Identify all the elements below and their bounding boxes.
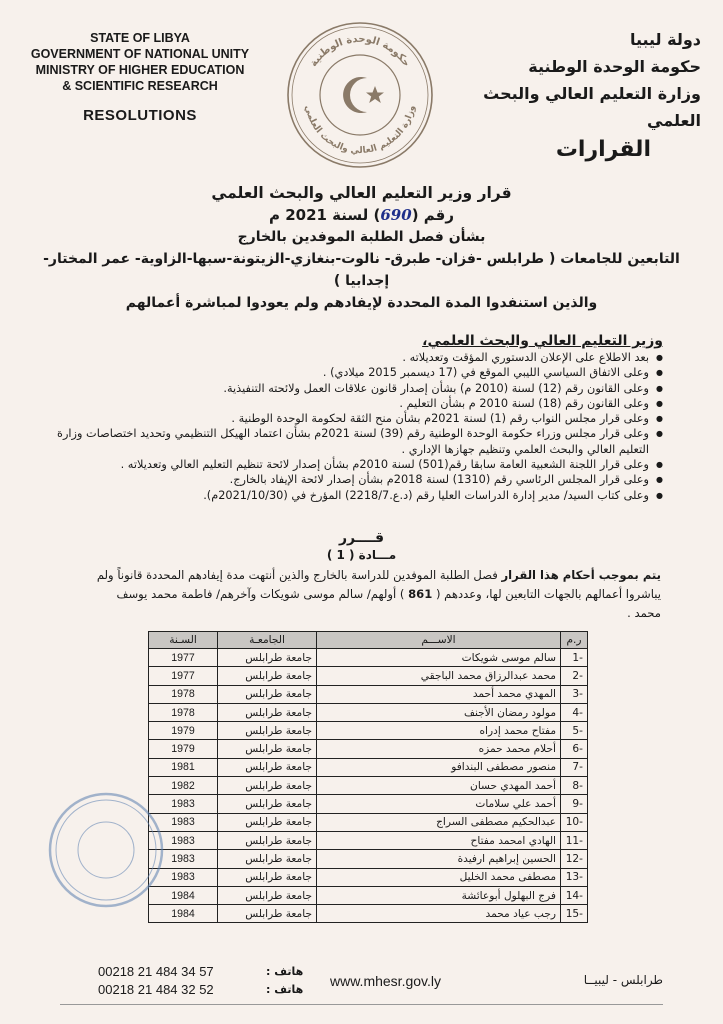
official-stamp — [46, 790, 166, 910]
letterhead-en-line: MINISTRY OF HIGHER EDUCATION — [35, 63, 245, 77]
row-number: -7 — [561, 758, 588, 776]
column-header-year: السـنة — [149, 632, 218, 649]
table-row — [149, 831, 588, 849]
footer-divider — [60, 1004, 663, 1005]
row-number: -4 — [561, 703, 588, 721]
letterhead-en-line: STATE OF LIBYA — [90, 31, 190, 45]
column-header-number: ر.م — [561, 632, 588, 649]
letterhead-arabic — [461, 26, 701, 163]
row-number: -3 — [561, 685, 588, 703]
decision-heading: قــــرر — [338, 530, 385, 546]
table-row — [149, 777, 588, 795]
row-number: -2 — [561, 667, 588, 685]
row-number: -5 — [561, 722, 588, 740]
table-row — [149, 667, 588, 685]
student-year: 1978 — [149, 685, 218, 703]
table-row — [149, 722, 588, 740]
student-university: جامعة طرابلس — [218, 649, 317, 667]
article-tail: ) أولهم/ سالم موسى شويكات وآخرهم/ فاطمة محمد يوسف محمد . — [116, 587, 661, 620]
student-year: 1977 — [149, 649, 218, 667]
student-name: مصطفى محمد الخليل — [317, 868, 561, 886]
preamble-list — [40, 350, 663, 503]
row-number: -9 — [561, 795, 588, 813]
article-lead: يتم بموجب أحكام هذا القرار — [501, 568, 661, 582]
student-university: جامعة طرابلس — [218, 722, 317, 740]
footer-phone-number: 00218 21 484 34 57 — [98, 964, 214, 979]
student-name: مفتاح محمد إدراه — [317, 722, 561, 740]
letterhead-ar-line: دولة ليبيا — [629, 30, 701, 49]
row-number: -13 — [561, 868, 588, 886]
article-text — [92, 566, 661, 623]
resolution-title-block — [40, 182, 683, 314]
footer — [0, 960, 723, 1010]
student-name: محمد عبدالرزاق محمد الباجقي — [317, 667, 561, 685]
ministry-seal-logo — [285, 20, 435, 170]
student-year: 1983 — [149, 868, 218, 886]
student-year: 1979 — [149, 722, 218, 740]
student-year: 1982 — [149, 777, 218, 795]
letterhead-ar-line: حكومة الوحدة الوطنية — [528, 57, 701, 76]
student-university: جامعة طرابلس — [218, 685, 317, 703]
footer-phone-label: هاتف : — [266, 965, 304, 978]
student-year: 1977 — [149, 667, 218, 685]
student-name: منصور مصطفى البندافو — [317, 758, 561, 776]
table-row — [149, 850, 588, 868]
footer-website: www.mhesr.gov.ly — [330, 973, 441, 989]
table-row — [149, 886, 588, 904]
row-number: -12 — [561, 850, 588, 868]
student-university: جامعة طرابلس — [218, 703, 317, 721]
student-name: رجب عياد محمد — [317, 905, 561, 923]
preamble-item: ● وعلى قرار مجلس النواب رقم (1) لسنة 2021م بشأن منح الثقة لحكومة الوحدة الوطنية . — [40, 411, 663, 426]
student-name: أحمد المهدي حسان — [317, 777, 561, 795]
student-university: جامعة طرابلس — [218, 777, 317, 795]
row-number: -6 — [561, 740, 588, 758]
table-row — [149, 868, 588, 886]
preamble-item: ● بعد الاطلاع على الإعلان الدستوري المؤقت وتعديلاته . — [40, 350, 663, 365]
student-university: جامعة طرابلس — [218, 758, 317, 776]
student-name: مولود رمضان الأجنف — [317, 703, 561, 721]
row-number: -1 — [561, 649, 588, 667]
resolution-universities: التابعين للجامعات ( طرابلس -فزان- طبرق- نالوت-بنغازي-الزيتونة-سبها-الزاوية- عمر المختار- إجدابيا ) — [43, 251, 680, 289]
student-name: الهادي امحمد مفتاح — [317, 831, 561, 849]
table-row — [149, 740, 588, 758]
resolution-number: 690 — [380, 206, 412, 224]
student-year: 1984 — [149, 886, 218, 904]
article-body: فصل الطلبة الموفدين للدراسة بالخارج والذين أنتهت مدة إيفادهم المحددة قانوناً ولم يباشروا أعمالهم بالجهات التابعين لها، وعددهم ( — [96, 568, 661, 601]
preamble-item: ● وعلى القانون رقم (12) لسنة (2010 م) بشأن إصدار قانون علاقات العمل ولائحته التنفيذية. — [40, 381, 663, 396]
student-university: جامعة طرابلس — [218, 667, 317, 685]
footer-phones — [98, 963, 214, 999]
row-number: -10 — [561, 813, 588, 831]
table-row — [149, 813, 588, 831]
row-number: -15 — [561, 905, 588, 923]
student-name: الحسين إبراهيم ارفيدة — [317, 850, 561, 868]
student-name: عبدالحكيم مصطفى السراج — [317, 813, 561, 831]
letterhead-en-line: & SCIENTIFIC RESEARCH — [62, 79, 218, 93]
footer-phone-label: هاتف : — [266, 983, 304, 996]
student-university: جامعة طرابلس — [218, 850, 317, 868]
minister-heading: وزير التعليم العالي والبحث العلمي، — [422, 333, 663, 349]
student-year: 1978 — [149, 703, 218, 721]
student-year: 1983 — [149, 850, 218, 868]
resolution-number-line — [40, 204, 683, 226]
student-name: المهدي محمد أحمد — [317, 685, 561, 703]
student-university: جامعة طرابلس — [218, 868, 317, 886]
student-name: أحلام محمد حمزه — [317, 740, 561, 758]
row-number: -14 — [561, 886, 588, 904]
column-header-university: الجامعـة — [218, 632, 317, 649]
preamble-item: ● وعلى قرار مجلس وزراء حكومة الوحدة الوطنية رقم (39) لسنة 2021م بشأن اعتماد الهيكل التنظيمي وتحديد اختصاصات وزارة التعليم العالي والبحث العلمي وتنظيم جهازها الإداري . — [40, 426, 663, 457]
table-row — [149, 758, 588, 776]
student-name: أحمد علي سلامات — [317, 795, 561, 813]
student-name: سالم موسى شويكات — [317, 649, 561, 667]
student-year: 1981 — [149, 758, 218, 776]
table-row — [149, 703, 588, 721]
student-university: جامعة طرابلس — [218, 886, 317, 904]
letterhead-ar-line: وزارة التعليم العالي والبحث العلمي — [483, 84, 701, 130]
student-year: 1984 — [149, 905, 218, 923]
row-number: -11 — [561, 831, 588, 849]
resolution-title: قرار وزير التعليم العالي والبحث العلمي — [211, 184, 512, 202]
students-table-body — [149, 649, 588, 923]
footer-city: طرابلس - ليبيــا — [583, 973, 663, 987]
column-header-name: الاســـم — [317, 632, 561, 649]
student-year: 1979 — [149, 740, 218, 758]
student-university: جامعة طرابلس — [218, 740, 317, 758]
resolution-number-prefix: رقم ( — [411, 206, 454, 224]
preamble-item: ● وعلى كتاب السيد/ مدير إدارة الدراسات العليا رقم (د.ع.2218/7) المؤرخ في (2021/10/30م). — [40, 488, 663, 503]
table-row — [149, 685, 588, 703]
row-number: -8 — [561, 777, 588, 795]
seal-text-bottom: وزارة التعليم العالي والبحث العلمي — [302, 104, 418, 157]
students-table — [148, 631, 588, 923]
svg-text:حكومة الوحدة الوطنية — [308, 34, 412, 69]
resolution-subject-cont: والذين استنفدوا المدة المحددة لإيفادهم ولم يعودوا لمباشرة أعمالهم — [125, 295, 598, 311]
letterhead-ar-resolutions: القرارات — [555, 137, 651, 162]
student-university: جامعة طرابلس — [218, 795, 317, 813]
letterhead-english — [30, 30, 250, 124]
student-university: جامعة طرابلس — [218, 905, 317, 923]
student-university: جامعة طرابلس — [218, 831, 317, 849]
table-row — [149, 649, 588, 667]
resolution-number-suffix: ) لسنة 2021 م — [268, 206, 381, 224]
letterhead-en-line: GOVERNMENT OF NATIONAL UNITY — [30, 47, 250, 61]
table-header-row — [149, 632, 588, 649]
student-count: 861 — [408, 587, 433, 601]
preamble-item: ● وعلى القانون رقم (18) لسنة 2010 م بشأن التعليم . — [40, 396, 663, 411]
table-row — [149, 795, 588, 813]
preamble-item: ● وعلى قرار اللجنة الشعبية العامة سابقا رقم(501) لسنة 2010م بشأن إصدار لائحة تنظيم التعليم العالي وتعديلاته . — [40, 457, 663, 472]
footer-phone-labels — [266, 963, 303, 999]
article-heading: مـــادة ( 1 ) — [326, 548, 397, 562]
student-year: 1983 — [149, 813, 218, 831]
footer-phone-number: 00218 21 484 32 52 — [98, 982, 214, 997]
seal-text-top: حكومة الوحدة الوطنية — [308, 33, 412, 70]
preamble-item: ● وعلى قرار المجلس الرئاسي رقم (1310) لسنة 2018م بشأن إصدار لائحة الإيفاد بالخارج. — [40, 472, 663, 487]
student-year: 1983 — [149, 795, 218, 813]
table-row — [149, 905, 588, 923]
preamble-item: ● وعلى الاتفاق السياسي الليبي الموقع في (17 ديسمبر 2015 ميلادي) . — [40, 365, 663, 380]
student-name: فرج البهلول أبوعائشة — [317, 886, 561, 904]
resolution-subject: بشأن فصل الطلبة الموفدين بالخارج — [237, 229, 486, 245]
letterhead-en-resolutions: RESOLUTIONS — [83, 107, 197, 124]
student-university: جامعة طرابلس — [218, 813, 317, 831]
student-year: 1983 — [149, 831, 218, 849]
